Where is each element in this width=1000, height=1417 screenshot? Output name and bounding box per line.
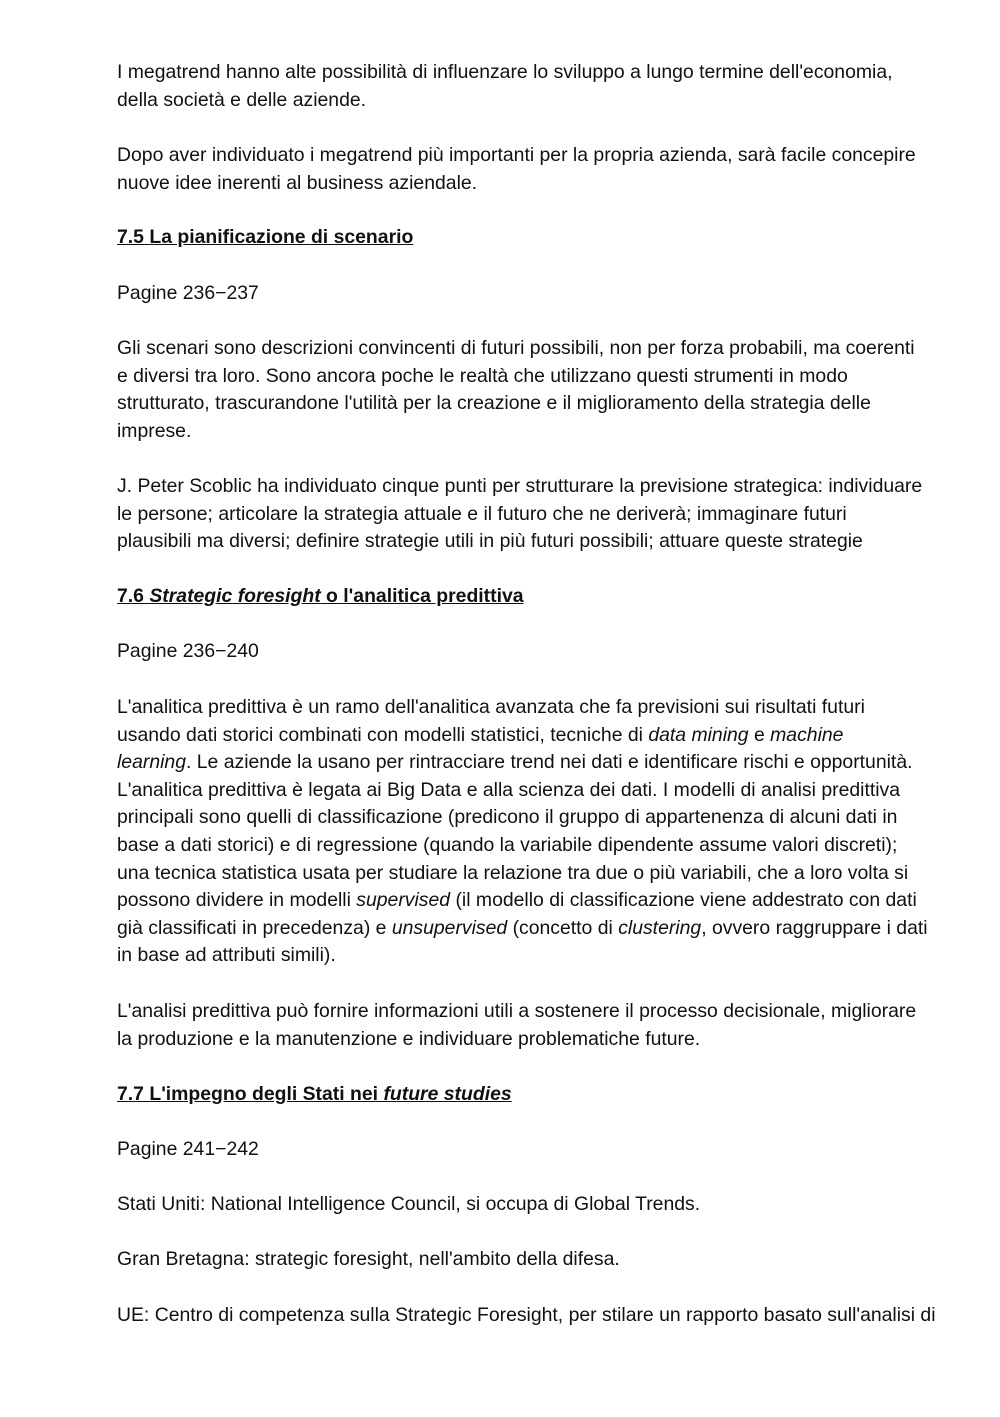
text-run: (concetto di bbox=[507, 916, 619, 939]
text-run: . Le aziende la usano per rintracciare trend nei dati e identificare rischi e opportunità. bbox=[186, 751, 913, 774]
text-line: e diversi tra loro. Sono ancora poche le realtà che utilizzano questi strumenti in modo bbox=[117, 364, 848, 387]
italic-term: supervised bbox=[356, 889, 451, 912]
text-line: plausibili ma diversi; definire strategie utili in più futuri possibili; attuare queste strategie bbox=[117, 530, 863, 553]
heading-title: o l'analitica predittiva bbox=[320, 585, 524, 607]
text-line: della società e delle aziende. bbox=[117, 88, 367, 111]
text-line: J. Peter Scoblic ha individuato cinque punti per strutturare la previsione strategica: individuare bbox=[117, 475, 923, 497]
text-line: Dopo aver individuato i megatrend più importanti per la propria azienda, sarà facile concepire bbox=[117, 144, 916, 166]
heading-7-7 bbox=[117, 1081, 987, 1109]
heading-number: 7.5 bbox=[117, 226, 150, 248]
pages-reference-7-6 bbox=[117, 638, 987, 666]
paragraph-megatrend-influence bbox=[117, 59, 987, 114]
text-line: principali sono quelli di classificazione (predicono il gruppo di appartenenza di alcuni dati in bbox=[117, 806, 898, 829]
heading-7-5 bbox=[117, 224, 987, 252]
pages-label: Pagine 241−242 bbox=[117, 1138, 259, 1160]
text-line bbox=[117, 722, 987, 750]
paragraph-usa bbox=[117, 1191, 987, 1219]
text-line bbox=[117, 887, 987, 915]
pages-reference-7-5 bbox=[117, 280, 987, 308]
text-run: possono dividere in modelli bbox=[117, 889, 357, 912]
pages-reference-7-7 bbox=[117, 1136, 987, 1164]
heading-title-italic: future studies bbox=[383, 1083, 512, 1105]
italic-term: learning bbox=[117, 751, 186, 774]
pages-label: Pagine 236−237 bbox=[117, 282, 259, 304]
paragraph-analisi-predittiva bbox=[117, 998, 987, 1053]
paragraph-megatrend-ideas bbox=[117, 142, 987, 197]
text-line: in base ad attributi simili). bbox=[117, 944, 336, 967]
text-line: base a dati storici) e di regressione (quando la variabile dipendente assume valori discreti); bbox=[117, 833, 898, 856]
heading-number: 7.7 bbox=[117, 1083, 150, 1105]
text-line: le persone; articolare la strategia attuale e il futuro che ne deriverà; immaginare futuri bbox=[117, 502, 847, 525]
text-line: strutturato, trascurandone l'utilità per la creazione e il miglioramento della strategia delle bbox=[117, 392, 871, 415]
paragraph-scenari bbox=[117, 335, 987, 445]
text-run: e bbox=[748, 723, 771, 746]
italic-term: unsupervised bbox=[391, 916, 508, 939]
paragraph-uk bbox=[117, 1246, 987, 1274]
heading-title: La pianificazione di scenario bbox=[149, 226, 414, 248]
text-line: L'analitica predittiva è legata ai Big Data e alla scienza dei dati. I modelli di analisi predittiva bbox=[117, 778, 901, 801]
heading-7-6 bbox=[117, 583, 987, 611]
text-line: imprese. bbox=[117, 419, 192, 442]
text-run: usando dati storici combinati con modelli statistici, tecniche di bbox=[117, 723, 649, 746]
text-run: già classificati in precedenza) e bbox=[117, 916, 392, 939]
text-run: (il modello di classificazione viene addestrato con dati bbox=[450, 889, 917, 912]
text-line bbox=[117, 915, 987, 943]
text-line: Gran Bretagna: strategic foresight, nell'ambito della difesa. bbox=[117, 1248, 620, 1270]
heading-number: 7.6 bbox=[117, 585, 150, 607]
italic-term: data mining bbox=[648, 723, 749, 746]
text-line: Stati Uniti: National Intelligence Council, si occupa di Global Trends. bbox=[117, 1193, 701, 1215]
paragraph-eu bbox=[117, 1302, 987, 1330]
text-line: UE: Centro di competenza sulla Strategic Foresight, per stilare un rapporto basato sull'analisi di bbox=[117, 1304, 936, 1326]
heading-title: L'impegno degli Stati nei bbox=[149, 1083, 384, 1105]
text-line: la produzione e la manutenzione e individuare problematiche future. bbox=[117, 1027, 701, 1050]
pages-label: Pagine 236−240 bbox=[117, 640, 259, 662]
text-line: nuove idee inerenti al business aziendale. bbox=[117, 171, 478, 194]
text-line: I megatrend hanno alte possibilità di influenzare lo sviluppo a lungo termine dell'economia, bbox=[117, 61, 893, 83]
heading-title-italic: Strategic foresight bbox=[149, 585, 321, 607]
text-line: L'analitica predittiva è un ramo dell'analitica avanzata che fa previsioni sui risultati futuri bbox=[117, 696, 865, 718]
paragraph-analitica-predittiva bbox=[117, 694, 987, 970]
text-line bbox=[117, 749, 987, 777]
italic-term: machine bbox=[770, 723, 844, 746]
text-line: Gli scenari sono descrizioni convincenti di futuri possibili, non per forza probabili, ma coerenti bbox=[117, 337, 915, 359]
text-line: L'analisi predittiva può fornire informazioni utili a sostenere il processo decisionale, migliorare bbox=[117, 1000, 917, 1022]
text-run: , ovvero raggruppare i dati bbox=[701, 916, 928, 939]
text-line: una tecnica statistica usata per studiare la relazione tra due o più variabili, che a loro volta si bbox=[117, 861, 909, 884]
italic-term: clustering bbox=[618, 916, 702, 939]
paragraph-scoblic bbox=[117, 473, 987, 556]
